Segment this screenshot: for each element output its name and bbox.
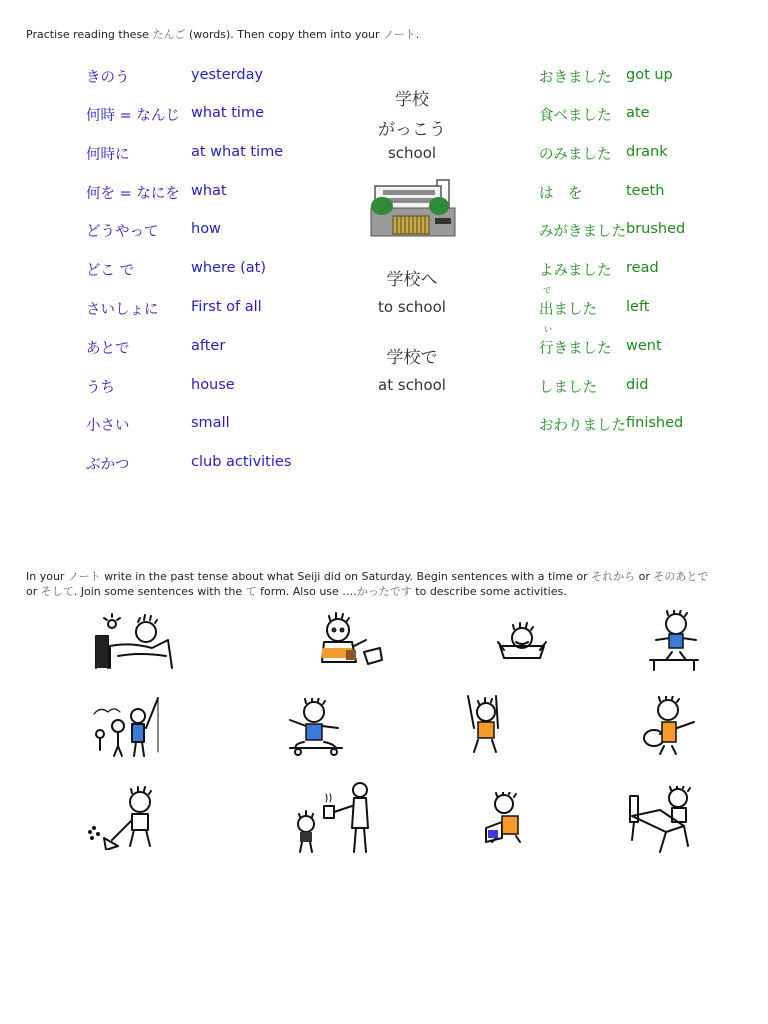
left-vocab-en: where (at) xyxy=(191,260,267,276)
instruction-1: Practise reading these たんご (words). Then copy them into your ノート. xyxy=(26,28,420,41)
left-vocab-en: how xyxy=(191,221,221,237)
right-vocab-jp: おわりました xyxy=(539,418,626,434)
right-vocab-jp: おきました xyxy=(539,70,612,86)
left-vocab-en: First of all xyxy=(191,299,262,315)
eating-figure xyxy=(310,612,386,676)
left-vocab-jp: あとで xyxy=(86,341,130,357)
left-vocab-en: what xyxy=(191,183,227,199)
right-vocab-en: got up xyxy=(626,67,673,83)
sweeping-figure xyxy=(84,784,164,854)
right-vocab-en: left xyxy=(626,299,650,315)
instruction-2-line-2: or そして. Join some sentences with the て form. Also use ….かったです to describe some activities. xyxy=(26,585,567,598)
right-vocab-en: teeth xyxy=(626,183,665,199)
left-vocab-en: club activities xyxy=(191,454,292,470)
instruction-2-line-1: In your ノート write in the past tense about what Seiji did on Saturday. Begin sentences with a time or それから or そのあとで xyxy=(26,570,709,583)
skateboarding-figure xyxy=(284,698,348,760)
left-vocab-jp: きのう xyxy=(86,70,130,86)
washing-face-figure xyxy=(494,622,550,666)
right-vocab-en: brushed xyxy=(626,221,686,237)
right-vocab-jp: は を xyxy=(539,186,583,202)
right-vocab-jp: みがきました xyxy=(539,224,626,240)
to-school-jp: 学校へ xyxy=(386,270,438,290)
right-vocab-jp: 行きました xyxy=(539,341,612,357)
playing-guitar-figure xyxy=(640,696,696,760)
left-vocab-jp: うち xyxy=(86,380,115,396)
right-vocab-en: read xyxy=(626,260,659,276)
going-to-bed-figure xyxy=(626,786,696,860)
furigana: で xyxy=(543,286,551,295)
left-vocab-jp: どこ で xyxy=(86,263,135,279)
drinking-figure xyxy=(292,780,378,860)
right-vocab-en: drank xyxy=(626,144,668,160)
left-vocab-en: after xyxy=(191,338,226,354)
reading-figure xyxy=(480,792,528,848)
right-vocab-en: finished xyxy=(626,415,684,431)
left-vocab-en: house xyxy=(191,377,235,393)
left-vocab-jp: ぶかつ xyxy=(86,457,130,473)
school-label: school xyxy=(387,144,437,162)
school-building-icon xyxy=(369,178,457,242)
right-vocab-jp: 食べました xyxy=(539,108,612,124)
gakkou-kana: がっこう xyxy=(378,120,446,140)
jumping-figure xyxy=(648,610,704,676)
left-vocab-jp: 何を = なにを xyxy=(86,186,180,202)
left-vocab-jp: 何時 = なんじ xyxy=(86,108,180,124)
right-vocab-jp: よみました xyxy=(539,263,612,279)
left-vocab-en: small xyxy=(191,415,230,431)
left-vocab-jp: 何時に xyxy=(86,147,130,163)
right-vocab-en: ate xyxy=(626,105,650,121)
right-vocab-jp: 出ました xyxy=(539,302,597,318)
right-vocab-jp: のみました xyxy=(539,147,612,163)
fishing-figure xyxy=(88,694,164,762)
waking-up-figure xyxy=(90,610,176,678)
right-vocab-jp: しました xyxy=(539,380,597,396)
right-vocab-en: did xyxy=(626,377,649,393)
instruction-2 xyxy=(26,569,746,599)
gakkou-kanji: 学校 xyxy=(395,90,429,110)
left-vocab-en: yesterday xyxy=(191,67,264,83)
right-vocab-en: went xyxy=(626,338,662,354)
at-school-jp: 学校で xyxy=(386,348,438,368)
left-vocab-jp: どうやって xyxy=(86,224,159,240)
to-school-en: to school xyxy=(378,298,446,316)
swinging-figure xyxy=(462,694,510,760)
left-vocab-en: at what time xyxy=(191,144,284,160)
at-school-en: at school xyxy=(378,376,446,394)
left-vocab-jp: 小さい xyxy=(86,418,130,434)
left-vocab-jp: さいしょに xyxy=(86,302,159,318)
furigana: い xyxy=(544,325,552,334)
left-vocab-en: what time xyxy=(191,105,264,121)
